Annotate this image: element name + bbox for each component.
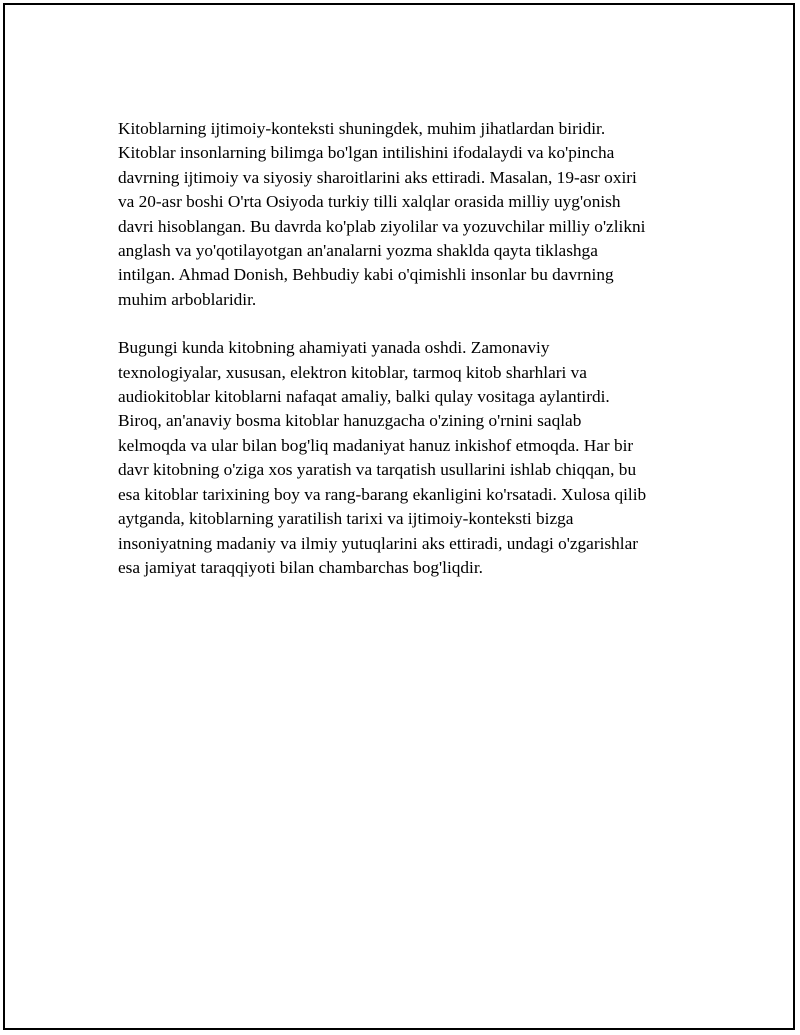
document-body (118, 117, 698, 580)
paragraph-2: Bugungi kunda kitobning ahamiyati yanada oshdi. Zamonaviy texnologiyalar, xususan, elektron kitoblar, tarmoq kitob sharhlari va audiokitoblar kitoblarni nafaqat amaliy, balki qulay vositaga aylantirdi. Biroq, an'anaviy bosma kitoblar hanuzgacha o'zining o'rnini saqlab kelmoqda va ular bilan bog'liq madaniyat hanuz inkishof etmoqda. Har bir davr kitobning o'ziga xos yaratish va tarqatish usullarini ishlab chiqqan, bu esa kitoblar tarixining boy va rang-barang ekanligini ko'rsatadi. Xulosa qilib aytganda, kitoblarning yaratilish tarixi va ijtimoiy-konteksti bizga insoniyatning madaniy va ilmiy yutuqlarini aks ettiradi, undagi o'zgarishlar esa jamiyat taraqqiyoti bilan chambarchas bog'liqdir. (118, 338, 647, 577)
paragraph-1: Kitoblarning ijtimoiy-konteksti shuningdek, muhim jihatlardan biridir. Kitoblar insonlarning bilimga bo'lgan intilishini ifodalaydi va ko'pincha davrning ijtimoiy va siyosiy sharoitlarini aks ettiradi. Masalan, 19-asr oxiri va 20-asr boshi O'rta Osiyoda turkiy tilli xalqlar orasida milliy uyg'onish davri hisoblangan. Bu davrda ko'plab ziyolilar va yozuvchilar milliy o'zlikni anglash va yo'qotilayotgan an'analarni yozma shaklda qayta tiklashga intilgan. Ahmad Donish, Behbudiy kabi o'qimishli insonlar bu davrning muhim arboblaridir. (118, 119, 646, 309)
